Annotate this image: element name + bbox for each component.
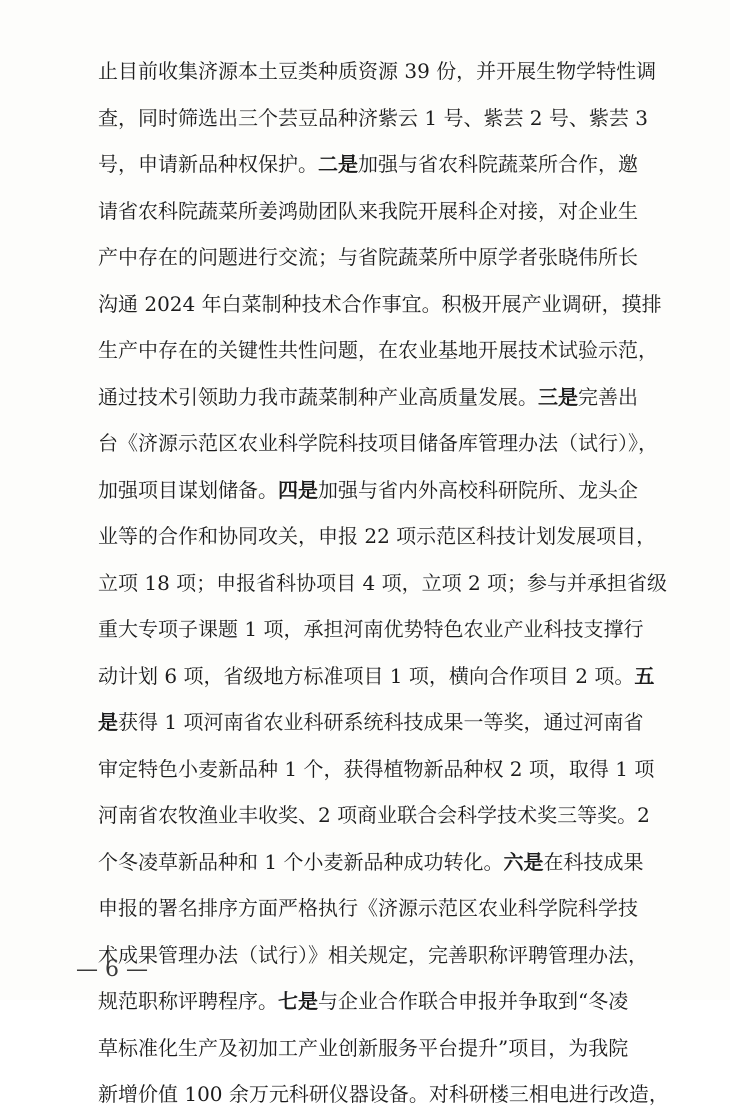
text-segment: 立项 18 项；申报省科协项目 4 项，立项 2 项；参与并承担省级: [98, 570, 668, 595]
text-line: [98, 141, 670, 188]
text-segment: 重大专项子课题 1 项，承担河南优势特色农业产业科技支撑行: [98, 617, 644, 641]
text-segment: 加强与省农科院蔬菜所合作，邀: [358, 152, 638, 176]
text-line: [98, 606, 670, 653]
text-line: [98, 978, 670, 1025]
text-line: [98, 95, 670, 142]
text-segment: 通过技术引领助力我市蔬菜制种产业高质量发展。: [98, 384, 538, 409]
text-line: [98, 885, 670, 932]
text-line: [98, 699, 670, 746]
text-segment: 草标准化生产及初加工产业创新服务平台提升”项目，为我院: [98, 1035, 629, 1060]
text-segment: 加强项目谋划储备。: [98, 477, 278, 502]
text-line: [98, 1025, 670, 1072]
text-line: [98, 1071, 670, 1118]
text-line: [98, 932, 670, 979]
bold-heading-marker: 四是: [278, 477, 318, 502]
bold-heading-marker: 六是: [503, 849, 544, 874]
text-segment: 请省农科院蔬菜所姜鸿勋团队来我院开展科企对接，对企业生: [98, 198, 638, 223]
text-segment: 台《济源示范区农业科学院科技项目储备库管理办法（试行）》，: [98, 431, 658, 455]
bold-heading-marker: 二是: [318, 152, 358, 176]
text-line: [98, 653, 670, 700]
body-paragraph: [98, 48, 670, 1118]
bold-heading-marker: 七是: [278, 989, 318, 1013]
bold-heading-marker: 三是: [538, 384, 578, 409]
text-segment: 止目前收集济源本土豆类种质资源 39 份，并开展生物学特性调: [98, 59, 657, 83]
text-line: [98, 281, 670, 328]
text-segment: 完善出: [578, 384, 638, 409]
text-line: [98, 48, 670, 95]
text-segment: 查，同时筛选出三个芸豆品种济紫云 1 号、紫芸 2 号、紫芸 3: [98, 105, 648, 130]
text-line: [98, 188, 670, 235]
text-line: [98, 513, 670, 560]
text-segment: 获得 1 项河南省农业科研系统科技成果一等奖，通过河南省: [118, 710, 644, 734]
text-line: [98, 374, 670, 421]
text-line: [98, 467, 670, 514]
text-segment: 个冬凌草新品种和 1 个小麦新品种成功转化。: [98, 849, 504, 874]
text-line: [98, 839, 670, 886]
page-number: — 6 —: [76, 957, 148, 982]
text-segment: 沟通 2024 年白菜制种技术合作事宜。积极开展产业调研，摸排: [98, 291, 662, 316]
text-segment: 新增价值 100 余万元科研仪器设备。对科研楼三相电进行改造，: [98, 1082, 669, 1106]
text-segment: 规范职称评聘程序。: [98, 989, 278, 1013]
text-segment: 号，申请新品种权保护。: [98, 152, 318, 176]
bold-heading-marker: 五: [634, 663, 655, 688]
bold-heading-marker: 是: [98, 710, 118, 734]
text-line: [98, 234, 670, 281]
text-line: [98, 792, 670, 839]
text-line: [98, 327, 670, 374]
text-segment: 生产中存在的关键性共性问题，在农业基地开展技术试验示范，: [98, 338, 658, 362]
text-segment: 术成果管理办法（试行）》相关规定，完善职称评聘管理办法，: [98, 942, 648, 967]
text-segment: 河南省农牧渔业丰收奖、2 项商业联合会科学技术奖三等奖。2: [98, 803, 650, 827]
text-segment: 申报的署名排序方面严格执行《济源示范区农业科学院科学技: [98, 896, 638, 920]
text-segment: 业等的合作和协同攻关，申报 22 项示范区科技计划发展项目，: [98, 524, 657, 548]
text-segment: 与企业合作联合申报并争取到“冬凌: [318, 989, 629, 1013]
text-segment: 审定特色小麦新品种 1 个，获得植物新品种权 2 项，取得 1 项: [98, 756, 655, 781]
text-line: [98, 560, 670, 607]
text-segment: 加强与省内外高校科研院所、龙头企: [318, 477, 638, 502]
text-line: [98, 420, 670, 467]
text-segment: 在科技成果: [543, 849, 644, 874]
text-segment: 产中存在的问题进行交流；与省院蔬菜所中原学者张晓伟所长: [98, 245, 638, 269]
text-line: [98, 746, 670, 793]
text-segment: 动计划 6 项，省级地方标准项目 1 项，横向合作项目 2 项。: [98, 663, 635, 688]
